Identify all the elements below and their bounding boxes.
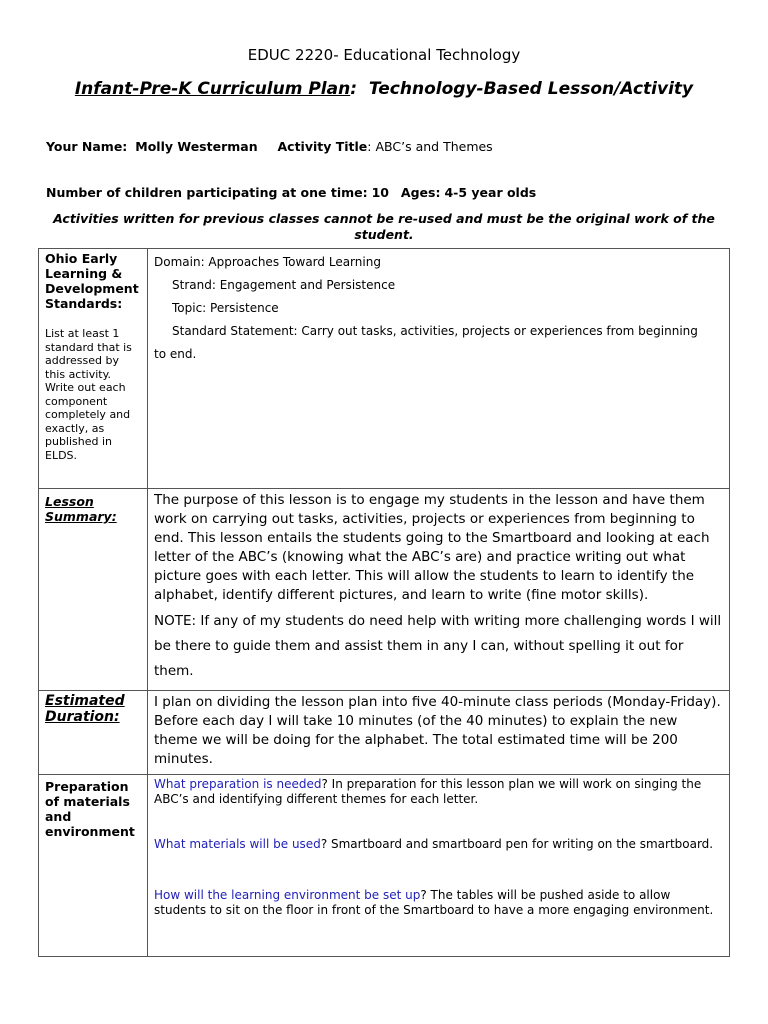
summary-content (148, 489, 730, 691)
prep-answer-1: ? In preparation for this lesson plan we will work on singing the ABC’s and identifying different themes for each letter. (154, 777, 702, 806)
count-label: Number of children participating at one time: (46, 185, 368, 200)
prep-answer-3: ? The tables will be pushed aside to allow students to sit on the floor in front of the Smartboard to have a more engaging environment. (154, 888, 714, 917)
prep-item-1 (154, 777, 723, 807)
standards-note: List at least 1 standard that is addressed by this activity. Write out each component completely and exactly, as published in ELDS. (45, 327, 132, 462)
count-line (46, 185, 536, 200)
name-value: Molly Westerman (135, 139, 258, 154)
standards-label: Ohio Early Learning & Development Standards: (45, 251, 139, 311)
ages-value: 4-5 year olds (444, 185, 537, 200)
preparation-row (39, 775, 730, 957)
standard-statement-cont: to end. (154, 347, 197, 361)
duration-label: Estimated Duration: (45, 693, 125, 725)
summary-text: The purpose of this lesson is to engage my students in the lesson and have them work on carrying out tasks, activities, projects or experiences from beginning to end. This lesson entails the students going to the Smartboard and looking at each letter of the ABC’s (knowing what the ABC’s are) and practice writing out what picture goes with each letter. This will allow the students to learn to identify the alphabet, identify different pictures, and learn to write (fine motor skills). (154, 492, 710, 603)
plan-title-part2: Technology-Based Lesson/Activity (368, 79, 694, 99)
summary-label-cell (39, 489, 148, 691)
prep-item-3 (154, 888, 723, 918)
prep-question-1: What preparation is needed (154, 777, 322, 791)
activity-value: : ABC’s and Themes (367, 139, 493, 154)
plan-title-colon: : (350, 79, 358, 99)
activity-label: Activity Title (277, 139, 368, 154)
summary-label: Lesson Summary: (45, 494, 117, 524)
preparation-content (148, 775, 730, 957)
duration-text: I plan on dividing the lesson plan into five 40-minute class periods (Monday-Friday). Before each day I will take 10 minutes (of the 40 minutes) to explain the new theme we will be doing for the alphabet. The total estimated time will be 200 minutes. (154, 694, 721, 767)
prep-question-2: What materials will be used (154, 837, 321, 851)
prep-question-3: How will the learning environment be set up (154, 888, 421, 902)
duration-row (39, 691, 730, 775)
count-value: 10 (371, 185, 389, 200)
standards-row (39, 249, 730, 489)
lesson-plan-table (38, 248, 730, 957)
preparation-label-cell (39, 775, 148, 957)
ages-label: Ages: (400, 185, 441, 200)
prep-answer-2: ? Smartboard and smartboard pen for writing on the smartboard. (320, 837, 714, 851)
name-line (46, 139, 493, 154)
originality-notice: Activities written for previous classes cannot be re-used and must be the original work of the student. (53, 211, 715, 242)
duration-label-cell (39, 691, 148, 775)
name-label: Your Name: (46, 139, 128, 154)
standards-label-cell (39, 249, 148, 489)
course-title: EDUC 2220- Educational Technology (247, 46, 521, 64)
standard-topic: Topic: Persistence (172, 301, 279, 315)
duration-content (148, 691, 730, 775)
plan-title (0, 79, 768, 99)
prep-item-2 (154, 837, 723, 852)
plan-title-part1: Infant-Pre-K Curriculum Plan (74, 79, 351, 99)
summary-note: NOTE: If any of my students do need help with writing more challenging words I will be there to guide them and assist them in any I can, without spelling it out for them. (154, 613, 722, 679)
preparation-label: Preparation of materials and environment (45, 779, 135, 839)
standard-statement: Standard Statement: Carry out tasks, activities, projects or experiences from beginning (172, 324, 698, 338)
standard-strand: Strand: Engagement and Persistence (172, 278, 396, 292)
standard-domain: Domain: Approaches Toward Learning (154, 255, 381, 269)
standards-content (148, 249, 730, 489)
summary-row (39, 489, 730, 691)
